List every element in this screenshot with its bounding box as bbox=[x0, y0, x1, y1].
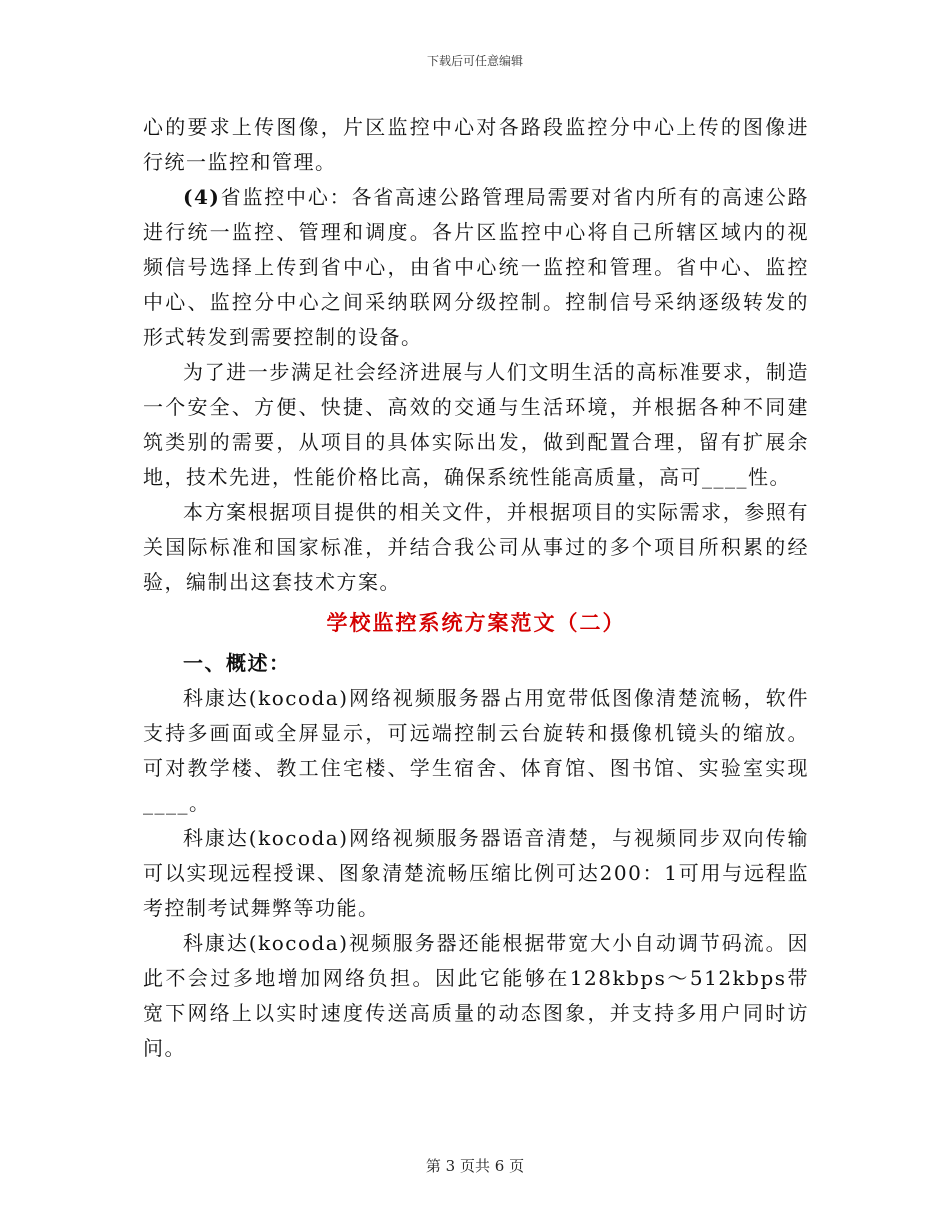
paragraph-server-audio: 科康达(kocoda)网络视频服务器语音清楚，与视频同步双向传输可以实现远程授课、图象清楚流畅压缩比例可达200：1可用与远程监考控制考试舞弊等功能。 bbox=[143, 826, 809, 920]
subheading-overview: 一、概述： bbox=[183, 651, 291, 675]
item-number: (4) bbox=[183, 185, 221, 209]
page-footer: 第 3 页共 6 页 bbox=[425, 1157, 525, 1175]
section-title: 学校监控系统方案范文（二） bbox=[326, 610, 626, 635]
page-header: 下载后可任意编辑 bbox=[426, 54, 523, 68]
paragraph-text: 省监控中心：各省高速公路管理局需要对省内所有的高速公路进行统一监控、管理和调度。各片区监控中心将自己所辖区域内的视频信号选择上传到省中心，由省中心统一监控和管理。省中心、监控中心、监控分中心之间采纳联网分级控制。控制信号采纳逐级转发的形式转发到需要控制的设备。 bbox=[143, 185, 809, 349]
paragraph-server-bandwidth: 科康达(kocoda)网络视频服务器占用宽带低图像清楚流畅，软件支持多画面或全屏显示，可远端控制云台旋转和摄像机镜头的缩放。可对教学楼、教工住宅楼、学生宿舍、体育馆、图书馆、实验室实现____。 bbox=[143, 686, 809, 815]
paragraph-server-bitrate: 科康达(kocoda)视频服务器还能根据带宽大小自动调节码流。因此不会过多地增加网络负担。因此它能够在128kbps～512kbps带宽下网络上以实时速度传送高质量的动态图象，并支持多用户同时访问。 bbox=[143, 931, 809, 1060]
paragraph-provincial-center bbox=[143, 180, 809, 355]
paragraph-basis: 本方案根据项目提供的相关文件，并根据项目的实际需求，参照有关国际标准和国家标准，并结合我公司从事过的多个项目所积累的经验，编制出这套技术方案。 bbox=[143, 500, 809, 594]
paragraph-goals: 为了进一步满足社会经济进展与人们文明生活的高标准要求，制造一个安全、方便、快捷、高效的交通与生活环境，并根据各种不同建筑类别的需要，从项目的具体实际出发，做到配置合理，留有扩展余地，技术先进，性能价格比高，确保系统性能高质量，高可____性。 bbox=[143, 360, 809, 489]
document-body bbox=[143, 110, 809, 1066]
paragraph-continuation: 心的要求上传图像，片区监控中心对各路段监控分中心上传的图像进行统一监控和管理。 bbox=[143, 115, 809, 174]
